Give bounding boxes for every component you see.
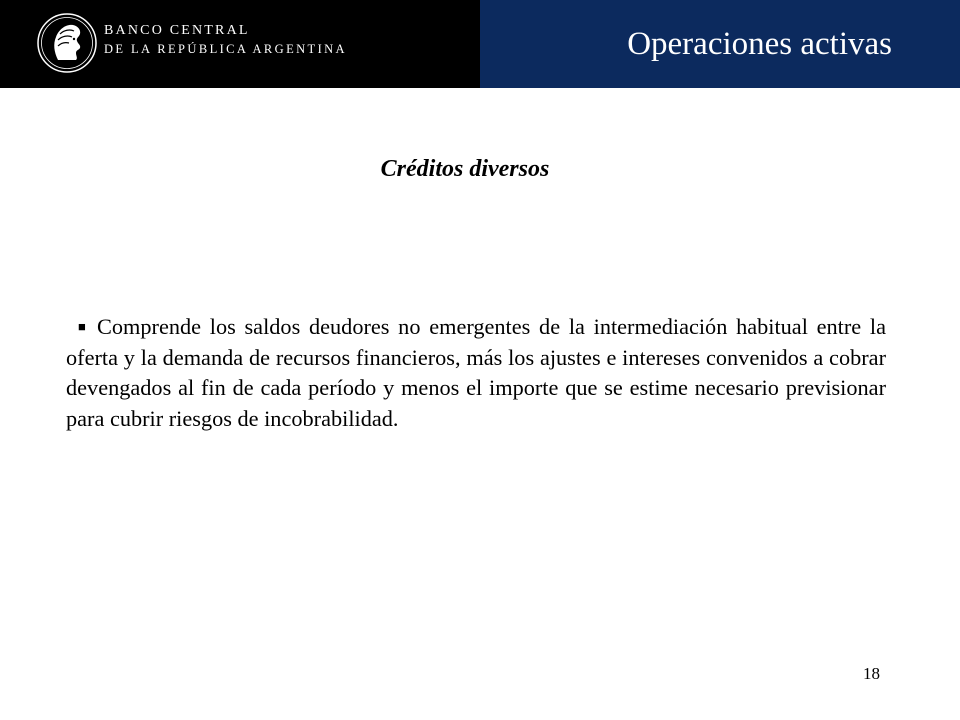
logo-line-1: BANCO CENTRAL [104,23,250,38]
square-bullet-icon: ■ [78,319,90,334]
header-logo-panel [0,0,480,88]
coin-profile-icon [36,12,98,74]
bullet-paragraph [66,312,886,434]
logo-line-2: DE LA REPÚBLICA ARGENTINA [104,42,347,56]
slide-title: Créditos diversos [380,156,550,182]
slide-header [0,0,960,88]
bank-logo-text [104,22,347,58]
section-title: Operaciones activas [627,26,892,62]
bullet-text: Comprende los saldos deudores no emergentes de la intermediación habitual entre la oferta y la demanda de recursos financieros, más los ajustes e intereses convenidos a cobrar devengados al fin de cada período y menos el importe que se estime necesario previsionar para cubrir riesgos de incobrabilidad. [66,314,886,431]
page-number: 18 [863,664,880,683]
